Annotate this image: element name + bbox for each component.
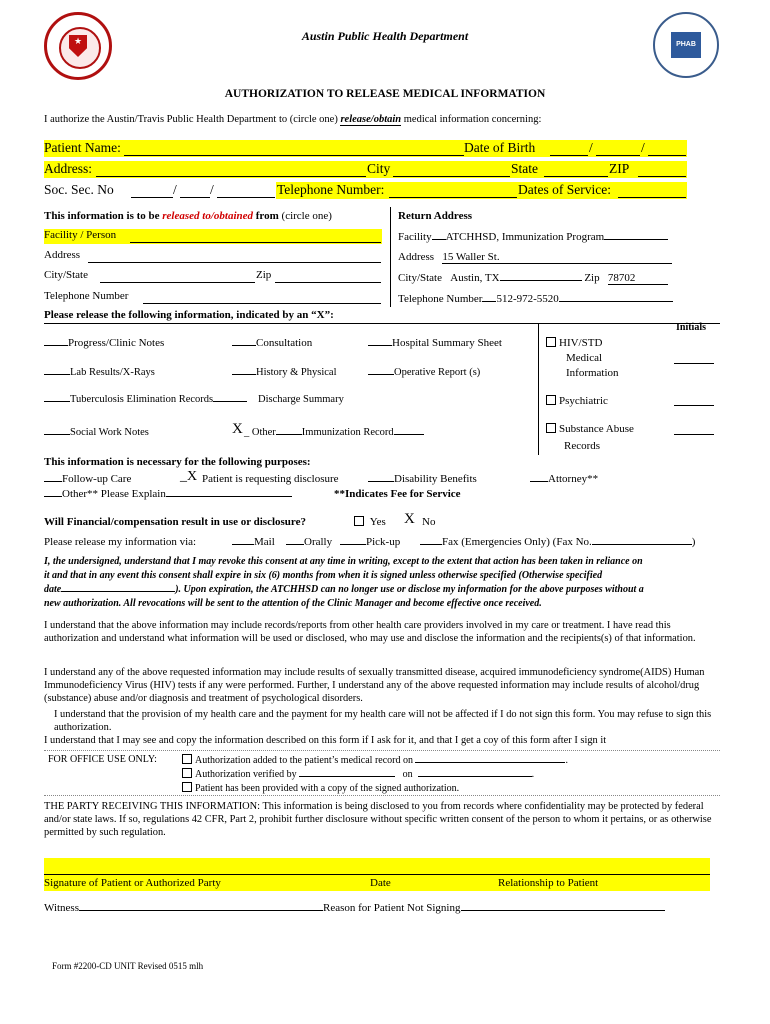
- office-use-rule: [44, 750, 720, 751]
- added-checkbox[interactable]: [182, 754, 192, 764]
- return-phone: Telephone Number 512-972-5520: [398, 293, 673, 305]
- item-operative-report[interactable]: Operative Report (s): [368, 367, 480, 378]
- return-city-state: City/State Austin, TX Zip 78702: [398, 272, 668, 285]
- verified-checkbox[interactable]: [182, 768, 192, 778]
- office-item-verified[interactable]: Authorization verified by on .: [182, 768, 534, 780]
- purpose-x-mark: _X: [180, 469, 198, 484]
- special-divider: [538, 323, 539, 455]
- dob-day-field[interactable]: [596, 155, 640, 156]
- purpose-attorney[interactable]: Attorney**: [530, 473, 598, 485]
- return-address: Address 15 Waller St.: [398, 251, 672, 264]
- form-number: Form #2200-CD UNIT Revised 0515 mlh: [52, 961, 204, 971]
- consent-line-1: I, the undersigned, understand that I may revoke this consent at any time in writing, except to the extent that action has been taken in reliance on: [44, 556, 643, 567]
- ssn-label: Soc. Sec. No: [44, 182, 114, 197]
- financial-no[interactable]: No: [422, 516, 436, 528]
- dob-year-field[interactable]: [648, 155, 686, 156]
- fee-note: **Indicates Fee for Service: [334, 488, 461, 500]
- address-field[interactable]: [96, 176, 366, 177]
- statement-provision: I understand that the provision of my health care and the payment for my health care will not be affected if I do not sign this form. You may refuse to sign this authorization.: [54, 709, 712, 733]
- item-discharge-summary[interactable]: Discharge Summary: [258, 394, 344, 405]
- ssn-part2-field[interactable]: [180, 197, 210, 198]
- purpose-disability[interactable]: Disability Benefits: [368, 473, 477, 485]
- purpose-patient-request[interactable]: Patient is requesting disclosure: [202, 473, 339, 485]
- item-social-work[interactable]: Social Work Notes: [44, 427, 149, 438]
- signature-field[interactable]: [44, 874, 710, 875]
- from-city-state-label: City/State: [44, 269, 88, 281]
- statement-records: I understand that the above information may include records/reports from other health care providers involved in my care or treatment. I have read this authorization and understand what information will be used or disclosed, who may use and disclose the information and the recipients(s) of that information.: [44, 620, 696, 644]
- dates-of-service-label: Dates of Service:: [518, 182, 611, 197]
- substance-initials-field[interactable]: [674, 434, 714, 435]
- financial-question: Will Financial/compensation result in use or disclosure?: [44, 516, 306, 528]
- consent-line-3: date ). Upon expiration, the ATCHHSD can no longer use or disclose my information for the above purposes without a: [44, 584, 644, 595]
- office-item-copy[interactable]: Patient has been provided with a copy of the signed authorization.: [182, 782, 459, 794]
- statement-copy: I understand that I may see and copy the information described on this form if I ask for it, and that I get a coy of this form after I sign it: [44, 735, 607, 746]
- hiv-initials-field[interactable]: [674, 363, 714, 364]
- column-divider: [390, 207, 391, 307]
- witness-line: Witness Reason for Patient Not Signing: [44, 902, 665, 914]
- yes-checkbox[interactable]: [354, 516, 364, 526]
- signature-date-label: Date: [370, 877, 391, 889]
- ssn-part3-field[interactable]: [217, 197, 275, 198]
- financial-no-mark: X: [404, 511, 415, 527]
- dob-label: Date of Birth: [464, 140, 536, 155]
- consent-line-4: new authorization. All revocations will be sent to the attention of the Clinic Manager and become effective once received.: [44, 598, 542, 609]
- item-history-physical[interactable]: History & Physical: [232, 367, 337, 378]
- facility-person-field[interactable]: [130, 242, 381, 243]
- zip-label: ZIP: [609, 161, 630, 176]
- item-hospital-summary[interactable]: Hospital Summary Sheet: [368, 337, 502, 349]
- office-item-added[interactable]: Authorization added to the patient’s medical record on .: [182, 754, 568, 766]
- substance-checkbox[interactable]: [546, 423, 556, 433]
- party-notice: THE PARTY RECEIVING THIS INFORMATION: This information is being disclosed to you from records where confidentiality may be protected by federal and/or state laws. If so, regulations 42 CFR, Part 2, prohibit further disclosure without specific written consent of the person to whom it pertains, or as otherwise permitted by such regulation.: [44, 801, 712, 838]
- ssn-part1-field[interactable]: [131, 197, 173, 198]
- signature-label: Signature of Patient or Authorized Party: [44, 877, 221, 889]
- release-obtain-choice[interactable]: release/obtain: [340, 114, 402, 125]
- office-use-label: FOR OFFICE USE ONLY:: [48, 754, 157, 765]
- released-obtained-choice[interactable]: released to/obtained: [162, 210, 254, 222]
- from-phone-label: Telephone Number: [44, 290, 129, 302]
- purposes-heading: This information is necessary for the following purposes:: [44, 456, 311, 468]
- via-orally[interactable]: Orally: [286, 536, 332, 548]
- psychiatric-checkbox[interactable]: [546, 395, 556, 405]
- department-name: Austin Public Health Department: [301, 29, 469, 43]
- patient-phone-field[interactable]: [389, 197, 517, 198]
- city-seal-logo: [44, 12, 112, 80]
- item-progress-notes[interactable]: Progress/Clinic Notes: [44, 337, 164, 349]
- initials-label: Initials: [676, 322, 707, 333]
- hiv-checkbox[interactable]: [546, 337, 556, 347]
- from-zip-field[interactable]: [275, 282, 381, 283]
- from-city-state-field[interactable]: [100, 282, 255, 283]
- consent-line-2: it and that in any event this consent shall expire in six (6) months from when it is signed unless otherwise specified (Otherwise specified: [44, 570, 603, 581]
- witness-field[interactable]: [79, 910, 323, 911]
- via-fax[interactable]: Fax (Emergencies Only) (Fax No. ): [420, 536, 695, 548]
- purpose-followup[interactable]: Follow-up Care: [44, 473, 131, 485]
- state-label: State: [511, 161, 538, 176]
- star-icon: ★: [74, 36, 83, 46]
- from-phone-field[interactable]: [143, 303, 381, 304]
- city-label: City: [367, 161, 391, 176]
- from-address-label: Address: [44, 249, 81, 261]
- patient-name-field[interactable]: [124, 155, 464, 156]
- facility-person-label: Facility / Person: [44, 229, 117, 241]
- item-lab-results[interactable]: Lab Results/X-Rays: [44, 367, 155, 378]
- item-other[interactable]: _ Other Immunization Record: [244, 427, 424, 438]
- release-via-label: Please release my information via:: [44, 536, 197, 548]
- from-zip-label: Zip: [256, 269, 272, 281]
- psychiatric-initials-field[interactable]: [674, 405, 714, 406]
- dob-month-field[interactable]: [550, 155, 588, 156]
- statement-sti: I understand any of the above requested information may include results of sexually transmitted disease, acquired immunodeficiency syndrome(AIDS) Human Immunodeficiency Virus (HIV) tests if any were performed. Further, I understand any of the above requested information may include results of alcohol/drug (substance) abuse and/or diagnosis and treatment of psychological disorders.: [44, 667, 705, 704]
- item-hiv-std[interactable]: HIV/STD: [546, 337, 602, 349]
- return-address-heading: Return Address: [398, 210, 473, 222]
- item-substance-abuse[interactable]: Substance Abuse: [546, 423, 634, 435]
- copy-checkbox[interactable]: [182, 782, 192, 792]
- phab-accreditation-logo: PHAB: [653, 12, 719, 78]
- from-heading: This information is to be released to/obtained from (circle one): [44, 210, 332, 222]
- zip-field[interactable]: [638, 176, 686, 177]
- section-rule: [44, 323, 720, 324]
- city-field[interactable]: [393, 176, 510, 177]
- relationship-label: Relationship to Patient: [498, 877, 599, 889]
- patient-phone-label: Telephone Number:: [277, 182, 385, 197]
- from-address-field[interactable]: [88, 262, 381, 263]
- release-heading: Please release the following information, indicated by an “X”:: [44, 309, 334, 321]
- financial-yes[interactable]: Yes: [354, 516, 386, 528]
- other-x-mark: X: [232, 421, 243, 437]
- purpose-other[interactable]: Other** Please Explain: [44, 488, 292, 500]
- return-facility: Facility ATCHHSD, Immunization Program: [398, 231, 668, 243]
- intro-text: I authorize the Austin/Travis Public Health Department to (circle one) release/obtain medical information concerning:: [44, 114, 542, 125]
- state-field[interactable]: [544, 176, 608, 177]
- dates-of-service-field[interactable]: [618, 197, 686, 198]
- item-psychiatric[interactable]: Psychiatric: [546, 395, 608, 407]
- item-consultation[interactable]: Consultation: [232, 337, 312, 349]
- form-title: AUTHORIZATION TO RELEASE MEDICAL INFORMATION: [224, 88, 546, 100]
- patient-name-label: Patient Name:: [44, 140, 121, 155]
- via-pickup[interactable]: Pick-up: [340, 536, 400, 548]
- reason-field[interactable]: [461, 910, 665, 911]
- item-tuberculosis[interactable]: Tuberculosis Elimination Records: [44, 394, 247, 405]
- address-label: Address:: [44, 161, 92, 176]
- via-mail[interactable]: Mail: [232, 536, 275, 548]
